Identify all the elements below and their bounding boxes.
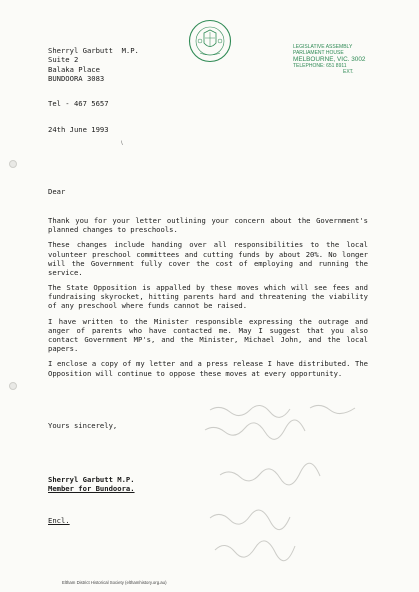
sender-address-line: Suite 2 — [48, 55, 79, 65]
paragraph: I enclose a copy of my letter and a press release I have distributed. The Opposition will continue to oppose these moves at every opportunity. — [48, 359, 368, 378]
sender-name: Sherryl Garbutt M.P. — [48, 46, 139, 55]
signature-name: Sherryl Garbutt M.P. — [48, 475, 135, 484]
paragraph: The State Opposition is appalled by these moves which will see fees and fundraising skyrocket, hitting parents hard and threatening the viability of any preschool where funds cannot be raised. — [48, 283, 368, 311]
sender-block — [48, 46, 139, 83]
punch-hole — [9, 382, 17, 390]
parliament-crest-icon — [188, 19, 232, 73]
salutation: Dear — [48, 187, 66, 196]
address-city: MELBOURNE, VIC. 3002 — [293, 56, 366, 64]
sender-address-line: BUNDOORA 3083 — [48, 73, 105, 83]
address-ext: EXT. — [343, 69, 354, 76]
letter-date: 24th June 1993 — [48, 125, 109, 134]
paragraph: These changes include handing over all responsibilities to the local volunteer preschool committees and cutting funds by about 20%. No longer will the Government fully cover the cost of employing and running the service. — [48, 240, 368, 277]
parliament-address — [293, 44, 365, 75]
address-telephone: TELEPHONE: 651 8911 — [293, 63, 347, 70]
sender-address-line: Balaka Place — [48, 64, 100, 74]
closing: Yours sincerely, — [48, 421, 118, 430]
archive-footer: Eltham District Historical Society (elthamhistory.org.au) — [62, 580, 167, 585]
paragraph: Thank you for your letter outlining your concern about the Government's planned changes to preschools. — [48, 216, 368, 235]
address-line: LEGISLATIVE ASSEMBLY — [293, 44, 353, 50]
letter-body — [48, 216, 368, 384]
faint-handwriting — [190, 400, 370, 570]
pen-tick: \ — [121, 141, 123, 147]
paragraph: I have written to the Minister responsible expressing the outrage and anger of parents who have contacted me. May I suggest that you also contact Government MP's, and the Minister, Michael John, and the local papers. — [48, 316, 368, 354]
signature-title: Member for Bundoora. — [48, 484, 135, 493]
punch-hole — [9, 160, 17, 168]
enclosure-note: Encl. — [48, 516, 70, 525]
telephone: Tel - 467 5657 — [48, 99, 109, 108]
address-line: PARLIAMENT HOUSE — [293, 50, 344, 57]
